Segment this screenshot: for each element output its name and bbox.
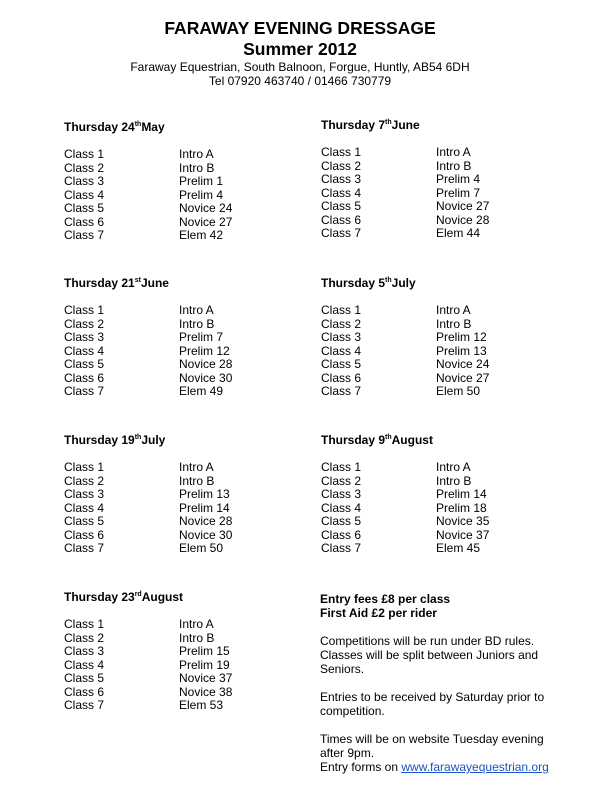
class-row: [321, 358, 561, 372]
class-row: [321, 214, 561, 228]
class-number: Class 1: [321, 460, 362, 474]
class-number: Class 6: [321, 527, 362, 542]
class-row: [321, 160, 561, 174]
date-month: June: [391, 118, 420, 132]
class-test: Intro B: [179, 473, 215, 488]
class-number: Class 5: [64, 357, 105, 371]
class-number: Class 2: [64, 630, 105, 645]
class-test: Prelim 18: [436, 500, 487, 515]
class-row: [321, 227, 561, 241]
class-row: [321, 529, 561, 543]
date-month: August: [141, 590, 184, 604]
class-row: [64, 699, 304, 713]
class-row: [321, 502, 561, 516]
class-test: Prelim 15: [179, 644, 230, 658]
class-number: Class 4: [64, 187, 105, 202]
class-row: [64, 189, 304, 203]
class-row: [64, 345, 304, 359]
class-row: [321, 173, 561, 187]
telephone-line: Tel 07920 463740 / 01466 730779: [208, 74, 392, 88]
class-number: Class 4: [64, 500, 105, 515]
date-month: August: [391, 433, 433, 447]
class-row: [64, 502, 304, 516]
first-aid-fee: First Aid £2 per rider: [320, 606, 437, 620]
rules-line: Competitions will be run under BD rules.: [320, 634, 535, 648]
class-row: [321, 475, 561, 489]
class-test: Novice 38: [179, 684, 233, 699]
class-number: Class 2: [64, 473, 105, 488]
class-number: Class 7: [321, 384, 362, 398]
classes-split-line: Classes will be split between Juniors and Seniors.: [320, 648, 539, 676]
class-row: [64, 229, 304, 243]
class-test: Intro B: [179, 630, 215, 645]
date-suffix: th: [385, 434, 392, 441]
class-number: Class 2: [321, 158, 362, 173]
class-test: Intro A: [436, 145, 471, 159]
class-number: Class 4: [321, 185, 362, 200]
class-number: Class 1: [321, 303, 362, 317]
date-suffix: th: [385, 277, 392, 284]
class-number: Class 7: [321, 541, 362, 555]
entry-fees: Entry fees £8 per class: [320, 592, 451, 606]
class-number: Class 3: [64, 330, 105, 344]
date-suffix: rd: [134, 591, 142, 598]
date-day: Thursday 23: [64, 590, 135, 604]
date-section: [321, 433, 561, 556]
date-day: Thursday 7: [321, 118, 386, 132]
class-number: Class 6: [64, 214, 105, 229]
class-number: Class 2: [321, 473, 362, 488]
class-row: [64, 175, 304, 189]
class-test: Intro A: [179, 460, 214, 474]
class-test: Novice 35: [436, 514, 490, 528]
class-test: Prelim 7: [179, 330, 224, 344]
class-row: [64, 529, 304, 543]
class-test: Novice 37: [436, 527, 490, 542]
class-row: [64, 385, 304, 399]
class-number: Class 3: [321, 330, 362, 344]
page-title: FARAWAY EVENING DRESSAGE: [164, 18, 436, 38]
class-test: Novice 30: [179, 527, 233, 542]
class-number: Class 1: [64, 147, 105, 161]
class-test: Prelim 4: [436, 172, 481, 186]
class-test: Intro A: [179, 303, 214, 317]
class-test: Intro B: [436, 158, 472, 173]
class-test: Elem 50: [179, 541, 224, 555]
class-test: Elem 44: [436, 226, 481, 240]
date-month: May: [141, 120, 165, 134]
date-heading: [321, 118, 561, 146]
class-row: [321, 488, 561, 502]
class-row: [321, 461, 561, 475]
class-row: [64, 686, 304, 700]
class-row: [64, 318, 304, 332]
date-section: [64, 433, 304, 556]
class-test: Prelim 14: [179, 500, 230, 515]
class-number: Class 4: [64, 343, 105, 358]
class-row: [64, 618, 304, 632]
class-number: Class 5: [321, 199, 362, 213]
entries-deadline: Entries to be received by Saturday prior to competition.: [320, 690, 545, 718]
date-suffix: th: [134, 121, 142, 128]
class-number: Class 3: [64, 487, 105, 501]
date-month: June: [140, 276, 169, 290]
class-number: Class 3: [64, 644, 105, 658]
date-day: Thursday 21: [64, 276, 135, 290]
class-row: [64, 542, 304, 556]
class-number: Class 7: [321, 226, 362, 240]
class-test: Novice 27: [436, 199, 490, 213]
website-link[interactable]: www.farawayequestrian.org: [401, 760, 549, 774]
class-row: [64, 202, 304, 216]
class-row: [64, 358, 304, 372]
class-test: Intro B: [179, 160, 215, 175]
date-month: July: [391, 276, 416, 290]
class-row: [321, 304, 561, 318]
class-row: [64, 331, 304, 345]
date-heading: [64, 433, 304, 461]
class-number: Class 1: [321, 145, 362, 159]
class-test: Elem 53: [179, 698, 224, 712]
info-block: [320, 592, 570, 774]
class-test: Prelim 7: [436, 185, 481, 200]
class-row: [321, 146, 561, 160]
date-section: [64, 276, 304, 399]
class-test: Prelim 19: [179, 657, 230, 672]
class-number: Class 4: [321, 500, 362, 515]
class-test: Elem 50: [436, 384, 481, 398]
class-number: Class 2: [64, 316, 105, 331]
class-test: Intro A: [179, 617, 214, 631]
class-row: [321, 515, 561, 529]
class-row: [321, 385, 561, 399]
class-number: Class 6: [64, 370, 105, 385]
class-number: Class 7: [64, 541, 105, 555]
class-test: Prelim 14: [436, 487, 487, 501]
class-row: [321, 372, 561, 386]
address-line: Faraway Equestrian, South Balnoon, Forgue, Huntly, AB54 6DH: [130, 60, 470, 74]
class-test: Elem 42: [179, 228, 224, 242]
class-row: [64, 148, 304, 162]
entry-forms-label: Entry forms on: [320, 760, 402, 774]
class-row: [64, 461, 304, 475]
date-day: Thursday 5: [321, 276, 386, 290]
class-number: Class 6: [64, 527, 105, 542]
date-day: Thursday 19: [64, 433, 135, 447]
class-number: Class 3: [321, 487, 362, 501]
class-test: Novice 24: [436, 357, 490, 371]
class-test: Novice 28: [436, 212, 490, 227]
class-number: Class 5: [321, 357, 362, 371]
class-number: Class 7: [64, 228, 105, 242]
class-test: Novice 28: [179, 357, 233, 371]
class-number: Class 1: [64, 303, 105, 317]
class-test: Prelim 12: [436, 330, 487, 344]
class-number: Class 4: [64, 657, 105, 672]
date-heading: [321, 433, 561, 461]
class-number: Class 5: [321, 514, 362, 528]
class-number: Class 5: [64, 514, 105, 528]
class-test: Intro B: [179, 316, 215, 331]
class-row: [321, 187, 561, 201]
class-row: [64, 645, 304, 659]
class-test: Novice 28: [179, 514, 233, 528]
date-day: Thursday 24: [64, 120, 135, 134]
class-number: Class 3: [64, 174, 105, 188]
class-test: Prelim 4: [179, 187, 224, 202]
date-heading: [321, 276, 561, 304]
class-row: [64, 488, 304, 502]
class-row: [321, 331, 561, 345]
date-heading: [64, 120, 304, 148]
class-row: [321, 200, 561, 214]
page-subtitle: Summer 2012: [243, 39, 357, 59]
date-day: Thursday 9: [321, 433, 386, 447]
class-number: Class 4: [321, 343, 362, 358]
times-note: Times will be on website Tuesday evening after 9pm.: [320, 732, 544, 760]
class-number: Class 5: [64, 671, 105, 685]
class-row: [64, 672, 304, 686]
class-row: [321, 318, 561, 332]
class-test: Prelim 13: [436, 343, 487, 358]
class-test: Prelim 13: [179, 487, 230, 501]
class-row: [64, 515, 304, 529]
class-number: Class 2: [64, 160, 105, 175]
class-number: Class 7: [64, 698, 105, 712]
class-test: Novice 27: [436, 370, 490, 385]
date-suffix: th: [134, 434, 142, 441]
class-row: [64, 216, 304, 230]
class-row: [64, 659, 304, 673]
entry-forms-line: [320, 760, 570, 774]
class-row: [64, 475, 304, 489]
class-number: Class 1: [64, 617, 105, 631]
date-suffix: st: [134, 277, 141, 284]
document-header: [0, 18, 600, 88]
class-row: [64, 372, 304, 386]
class-test: Prelim 1: [179, 174, 224, 188]
class-row: [321, 345, 561, 359]
class-number: Class 1: [64, 460, 105, 474]
date-month: July: [141, 433, 166, 447]
date-suffix: th: [385, 119, 392, 126]
class-test: Elem 49: [179, 384, 224, 398]
class-test: Intro A: [436, 303, 471, 317]
class-row: [64, 162, 304, 176]
class-number: Class 3: [321, 172, 362, 186]
class-number: Class 7: [64, 384, 105, 398]
class-number: Class 5: [64, 201, 105, 215]
class-number: Class 2: [321, 316, 362, 331]
class-row: [321, 542, 561, 556]
date-section: [64, 120, 304, 243]
date-section: [321, 118, 561, 241]
class-number: Class 6: [321, 370, 362, 385]
class-row: [64, 632, 304, 646]
date-heading: [64, 276, 304, 304]
class-test: Elem 45: [436, 541, 481, 555]
date-section: [321, 276, 561, 399]
class-test: Novice 24: [179, 201, 233, 215]
class-test: Intro B: [436, 316, 472, 331]
class-row: [64, 304, 304, 318]
class-test: Novice 37: [179, 671, 233, 685]
date-section: [64, 590, 304, 713]
class-number: Class 6: [64, 684, 105, 699]
class-number: Class 6: [321, 212, 362, 227]
class-test: Novice 27: [179, 214, 233, 229]
class-test: Prelim 12: [179, 343, 230, 358]
date-heading: [64, 590, 304, 618]
class-test: Novice 30: [179, 370, 233, 385]
class-test: Intro A: [436, 460, 471, 474]
class-test: Intro A: [179, 147, 214, 161]
class-test: Intro B: [436, 473, 472, 488]
